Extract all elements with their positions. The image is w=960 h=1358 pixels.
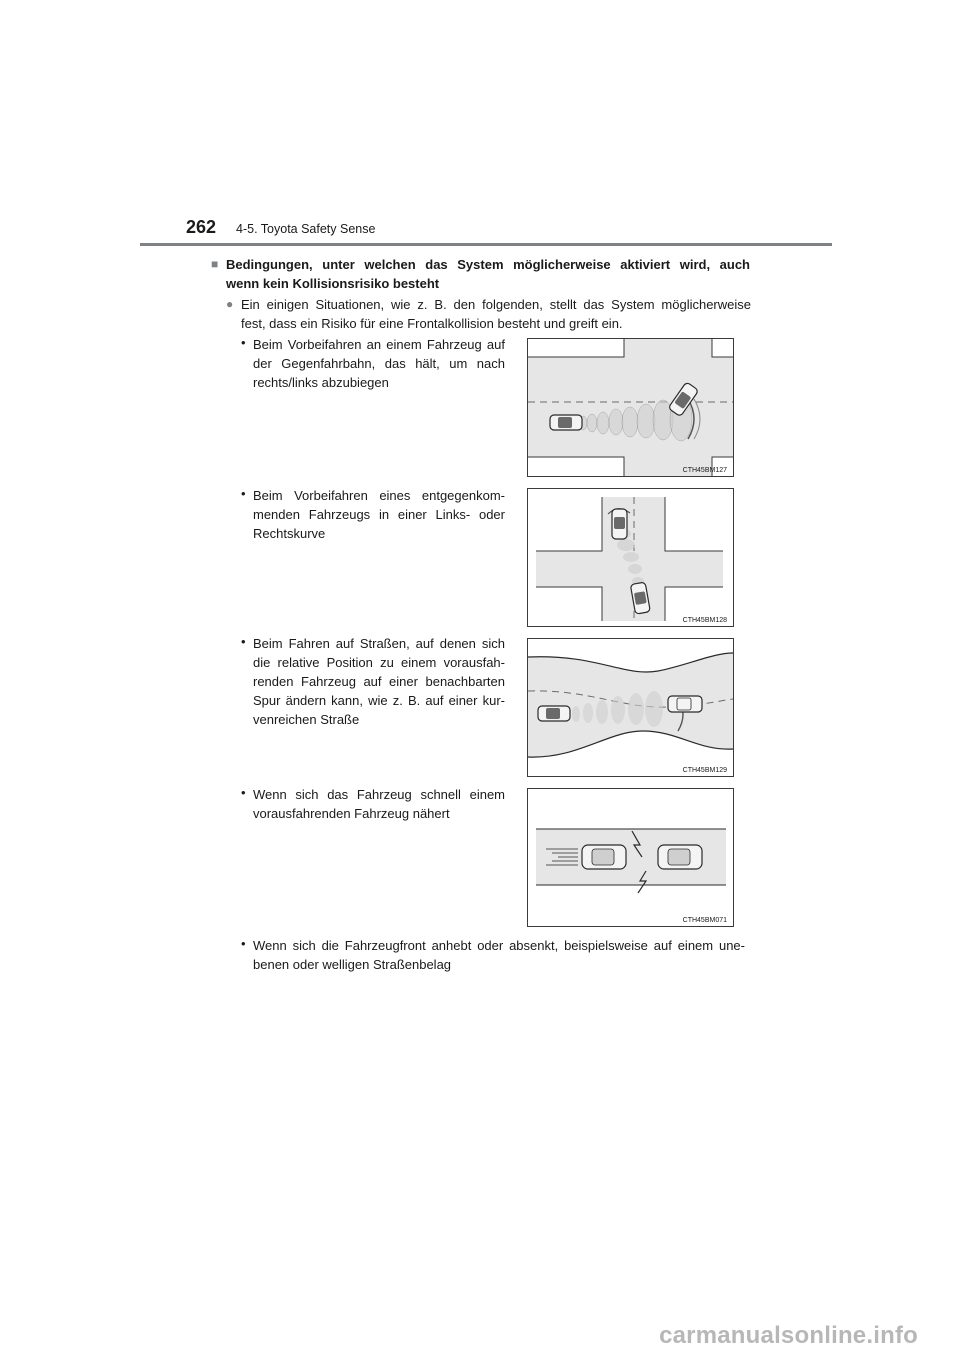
bullet-3-text: Beim Fahren auf Straßen, auf denen sich die relative Position zu einem vorausfah- renden Fahrzeug auf einer benachbarten Spur ändern kann, wie z. B. auf einer kur- venreichen Straße: [253, 636, 505, 727]
bullet-marker: •: [241, 936, 246, 951]
rapid-approach-illustration: [528, 789, 733, 926]
figure-cth45bm127: [527, 338, 734, 477]
bullet-1-text: Beim Vorbeifahren an einem Fahrzeug auf der Gegenfahrbahn, das hält, um nach rechts/links abzubiegen: [253, 337, 505, 390]
intersection-turning-vehicle-illustration: [528, 339, 733, 476]
heading-line-1: Bedingungen, unter welchen das System möglicherweise aktiviert wird, auch: [226, 257, 750, 272]
heading-line-2: wenn kein Kollisionsrisiko besteht: [226, 276, 440, 291]
intro-line-2: fest, dass ein Risiko für eine Frontalkollision besteht und greift ein.: [241, 316, 623, 331]
figure-code: CTH45BM128: [682, 617, 727, 624]
own-car-icon: [550, 415, 582, 430]
circle-bullet-icon: ●: [226, 297, 234, 311]
bullet-marker: •: [241, 335, 246, 350]
figure-cth45bm128: [527, 488, 734, 627]
figure-cth45bm071: [527, 788, 734, 927]
section-title: 4-5. Toyota Safety Sense: [236, 222, 376, 236]
leading-car-icon: [668, 696, 702, 712]
figure-code: CTH45BM127: [682, 467, 727, 474]
curve-oncoming-vehicle-illustration: [528, 489, 733, 626]
intro-line-1: Ein einigen Situationen, wie z. B. den folgenden, stellt das System möglicherweise: [241, 297, 751, 312]
figure-cth45bm129: [527, 638, 734, 777]
curvy-road-illustration: [528, 639, 733, 776]
bullet-4-text: Wenn sich das Fahrzeug schnell einem vorausfahrenden Fahrzeug nähert: [253, 787, 505, 821]
bullet-2-text: Beim Vorbeifahren eines entgegenkom- menden Fahrzeugs in einer Links- oder Rechtskurve: [253, 488, 505, 541]
oncoming-car-icon: [612, 509, 627, 539]
watermark: carmanualsonline.info: [659, 1322, 918, 1349]
square-bullet-icon: ■: [211, 257, 219, 271]
own-car-icon: [538, 706, 570, 721]
bullet-marker: •: [241, 486, 246, 501]
bullet-marker: •: [241, 785, 246, 800]
bullet-5-text: Wenn sich die Fahrzeugfront anhebt oder absenkt, beispielsweise auf einem une- benen oder welligen Straßenbelag: [253, 938, 745, 972]
bullet-marker: •: [241, 634, 246, 649]
header-divider: [140, 243, 832, 246]
figure-code: CTH45BM071: [682, 917, 727, 924]
own-car-icon: [582, 845, 626, 869]
figure-code: CTH45BM129: [682, 767, 727, 774]
page-number: 262: [186, 217, 217, 237]
leading-car-icon: [658, 845, 702, 869]
